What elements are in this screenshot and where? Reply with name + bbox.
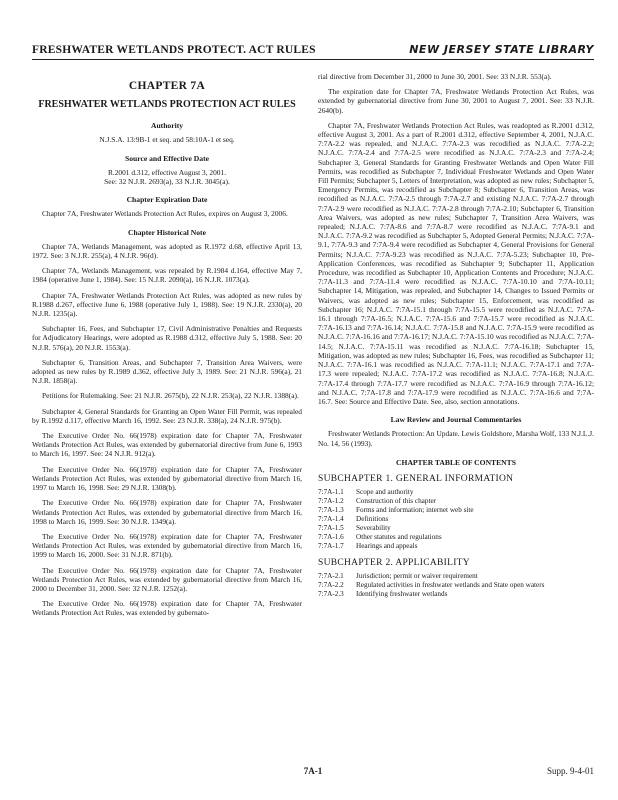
- toc-heading: CHAPTER TABLE OF CONTENTS: [396, 457, 516, 467]
- section-title: Regulated activities in freshwater wetlands and State open waters: [356, 581, 545, 590]
- toc-entry[interactable]: [318, 572, 594, 581]
- section-number: 7:7A-1.5: [318, 524, 344, 533]
- supplement-date: Supp. 9-4-01: [547, 766, 594, 776]
- section-number: 7:7A-1.3: [318, 506, 344, 515]
- history-paragraph: The Executive Order No. 66(1978) expiration date for Chapter 7A, Freshwater Wetlands Protection Act Rules, was extended by gubernatorial directive from March 16, 1999 to March 16, 2000. See: 31 N.J.R. 871(b).: [32, 531, 302, 560]
- toc-entry[interactable]: [318, 533, 594, 542]
- toc-entry[interactable]: [318, 506, 594, 515]
- right-column: [318, 72, 594, 599]
- toc-entry[interactable]: [318, 524, 594, 533]
- history-paragraph: rial directive from December 31, 2000 to June 30, 2001. See: 33 N.J.R. 553(a).: [318, 72, 552, 81]
- toc-entry[interactable]: [318, 488, 594, 497]
- authority-text: N.J.S.A. 13:9B-1 et seq. and 58:10A-1 et seq.: [99, 135, 235, 145]
- section-title: Severability: [356, 524, 391, 533]
- section-number: 7:7A-2.2: [318, 581, 344, 590]
- history-paragraph: Chapter 7A, Freshwater Wetlands Protection Act Rules, was adopted as new rules by R.1988 d.267, effective June 6, 1988 (operative July 1, 1988). See: 19 N.J.R. 2330(a), 20 N.J.R. 1235(a).: [32, 290, 302, 319]
- expiration-text: Chapter 7A, Freshwater Wetlands Protection Act Rules, expires on August 3, 2006.: [42, 209, 288, 219]
- law-review-text: Freshwater Wetlands Protection: An Update. Lewis Goldshore, Marsha Wolf, 133 N.J.L.J. No. 14, 56 (1993).: [318, 429, 594, 448]
- section-number: 7:7A-2.1: [318, 572, 344, 581]
- section-title: Construction of this chapter: [356, 497, 437, 506]
- history-paragraph: The Executive Order No. 66(1978) expiration date for Chapter 7A, Freshwater Wetlands Protection Act Rules, was extended by gubernatorial directive from March 16, 1998 to March 16, 1999. See: 30 N.J.R. 1349(a).: [32, 498, 302, 526]
- toc-entry[interactable]: [318, 515, 594, 524]
- history-paragraph: Subchapter 4, General Standards for Granting an Open Water Fill Permit, was repealed by R.1992 d.117, effective March 16, 1992. See: 23 N.J.R. 338(a), 24 N.J.R. 975(b).: [32, 406, 302, 425]
- source-heading: Source and Effective Date: [124, 153, 209, 163]
- running-header-title: FRESHWATER WETLANDS PROTECT. ACT RULES: [32, 44, 316, 56]
- section-number: 7:7A-1.6: [318, 533, 344, 542]
- history-paragraph: Petitions for Rulemaking. See: 21 N.J.R. 2675(b), 22 N.J.R. 253(a), 22 N.J.R. 1388(a).: [42, 391, 299, 401]
- law-review-heading: Law Review and Journal Commentaries: [390, 415, 522, 425]
- expiration-heading: Chapter Expiration Date: [126, 195, 208, 205]
- section-title: Forms and information; internet web site: [356, 506, 474, 515]
- history-paragraph: The expiration date for Chapter 7A, Freshwater Wetlands Protection Act Rules, was extended by gubernatorial directive from June 30, 2001 to August 7, 2001. See: 33 N.J.R. 2640(b).: [318, 87, 594, 115]
- section-number: 7:7A-2.3: [318, 590, 344, 599]
- left-column: [32, 72, 302, 624]
- history-paragraph: The Executive Order No. 66(1978) expiration date for Chapter 7A, Freshwater Wetlands Protection Act Rules, was extended by gubernatorial directive from March 16, 1997 to March 16, 1998. See: 29 N.J.R. 1308(b).: [32, 464, 302, 493]
- section-title: Definitions: [356, 515, 389, 524]
- subchapter-heading: SUBCHAPTER 1. GENERAL INFORMATION: [318, 473, 514, 484]
- library-stamp: NEW JERSEY STATE LIBRARY: [409, 43, 594, 56]
- section-title: Identifying freshwater wetlands: [356, 590, 448, 599]
- section-number: 7:7A-1.1: [318, 488, 344, 497]
- subchapter-heading: SUBCHAPTER 2. APPLICABILITY: [318, 558, 470, 569]
- section-title: Other statutes and regulations: [356, 533, 442, 542]
- toc-entry[interactable]: [318, 581, 594, 590]
- history-paragraph: Chapter 7A, Freshwater Wetlands Protection Act Rules, was readopted as R.2001 d.312, effective August 3, 2001. As a part of R.2001 d.312, effective September 4, 2001, N.J.A.C. 7:7A-2.2 was repealed, and N.J.A.C. 7:7A-2.3 was recodified as N.J.A.C. 7:7A-2.2; N.J.A.C. 7:7A-2.4 and 7:7A-2.5 were recodified as N.J.A.C. 7:7A-2.3 and 7:7A-2.4; Subchapter 3, General Standards for Granting Freshwater Wetlands and Open Water Fill Permits, was recodified as Subchapter 7, Individual Freshwater Wetlands and Open Water Fill Permits; Subchapter 5, Letters of Interpretation, was adopted as new rules; Subchapter 5, Emergency Permits, was recodified as Subchapter 8; Subchapter 6, Transition Areas, was recodified as N.J.A.C. 7:7A-2.5 through 7:7A-2.7 and existing N.J.A.C. 7:7A-2.7 through 7:7A-2.9 were recodified as N.J.A.C. 7:7A-2.8 through 7:7A-2.10; Subchapter 6, Transition Area Waivers, was adopted as new rules; Subchapter 7, Transition Area Waivers, was repealed; N.J.A.C. 7:7A-8.6 and 7:7A-8.7 were recodified as N.J.A.C. 7:7A-9.1 and N.J.A.C. 7:7A-9.2 was recodified as Subchapter 5, Adopted General Permits; N.J.A.C. 7:7A-9.1, 7:7A-9.3 and 7:7A-9.4 were recodified as Subchapter 4, General Provisions for General Permits; N.J.A.C. 7:7A-9.23 was recodified as N.J.A.C. 7:7A-5.23; Subchapter 10, Pre-Application Conferences, was recodified as Subchapter 9; Subchapter 11, Application Procedure, was recodified as Subchapter 10, Application Contents and Procedure; N.J.A.C. 7:7A-11.3 and 7:7A-11.4 were recodified as N.J.A.C. 7:7A-10.10 and 7:7A-10.11; Subchapter 14, Mitigation, was repealed, and Subchapter 14, Changes to Issued Permits or Waivers, was adopted as new rules; Subchapter 15, Enforcement, was recodified as Subchapter 16; N.J.A.C. 7:7A-15.1 through 7:7A-15.5 were recodified as N.J.A.C. 7:7A-16.1 through 7:7A-16.5; N.J.A.C. 7:7A-15.6 and 7:7A-15.7 were recodified as N.J.A.C. 7:7A-16.13 and 7:7A-16.14; N.J.A.C. 7:7A-15.8 and N.J.A.C. 7:7A-15.9 were recodified as N.J.A.C. 7:7A-16.16 and 7:7A-16.17; N.J.A.C. 7:7A-15.10 was recodified as N.J.A.C. 7:7A-14.5; N.J.A.C. 7:7A-15.11 was recodified as N.J.A.C. 7:7A-16.18; Subchapter 15, Mitigation, was adopted as new rules; Subchapter 16, Fees, was recodified as Subchapter 11; N.J.A.C. 7:7A-16.1 was recodified as N.J.A.C. 7:7A-11.1; N.J.A.C. 7:7A-17.1 and 7:7A-17.3 were repealed; N.J.A.C. 7:7A-17.2 was recodified as N.J.A.C. 7:7A-16.8; N.J.A.C. 7:7A-17.4 through 7:7A-17.7 were recodified as N.J.A.C. 7:7A-16.9 through 7:7A-16.12; and N.J.A.C. 7:7A-17.8 and 7:7A-17.9 were recodified as N.J.A.C. 7:7A-16.6 and 7:7A-16.7. See: Source and Effective Date. See, also, section annotations.: [318, 120, 594, 406]
- section-number: 7:7A-1.7: [318, 542, 344, 551]
- toc-entry[interactable]: [318, 542, 594, 551]
- history-paragraph: The Executive Order No. 66(1978) expiration date for Chapter 7A, Freshwater Wetlands Protection Act Rules, was extended by gubernatorial directive from March 16, 2000 to December 31, 2000. See: 32 N.J.R. 1252(a).: [32, 565, 302, 593]
- history-paragraph: Chapter 7A, Wetlands Management, was repealed by R.1984 d.164, effective May 7, 1984 (operative June 1, 1984). See: 15 N.J.R. 2090(a), 16 N.J.R. 1073(a).: [32, 266, 302, 285]
- page-number: 7A-1: [303, 766, 323, 776]
- history-paragraph: The Executive Order No. 66(1978) expiration date for Chapter 7A, Freshwater Wetlands Protection Act Rules, was extended by gubernatorial directive from June 6, 1993 to March 16, 1997. See: 24 N.J.R. 912(a).: [32, 431, 302, 459]
- toc-entry[interactable]: [318, 590, 594, 599]
- running-header: [32, 30, 594, 60]
- section-title: Jurisdiction; permit or waiver requirement: [356, 572, 478, 581]
- source-line-2: See: 32 N.J.R. 2693(a), 33 N.J.R. 3045(a).: [104, 177, 230, 187]
- history-paragraph: Subchapter 6, Transition Areas, and Subchapter 7, Transition Area Waivers, were adopted as new rules by R.1989 d.362, effective July 3, 1989. See: 21 N.J.R. 596(a), 21 N.J.R. 1858(a).: [32, 357, 302, 386]
- history-paragraph: Subchapter 16, Fees, and Subchapter 17, Civil Administrative Penalties and Requests for Adjudicatory Hearings, were adopted as R.1988 d.312, effective July 5, 1988. See: 20 N.J.R. 576(a), 20 N.J.R. 1553(a).: [32, 324, 302, 352]
- chapter-number: CHAPTER 7A: [128, 80, 206, 92]
- section-number: 7:7A-1.2: [318, 497, 344, 506]
- section-title: Scope and authority: [356, 488, 414, 497]
- chapter-title: FRESHWATER WETLANDS PROTECTION ACT RULES: [38, 99, 296, 111]
- history-heading: Chapter Historical Note: [128, 227, 206, 237]
- toc-entry[interactable]: [318, 497, 594, 506]
- section-title: Hearings and appeals: [356, 542, 418, 551]
- history-paragraph: The Executive Order No. 66(1978) expiration date for Chapter 7A, Freshwater Wetlands Protection Act Rules, was extended by gubernato-: [32, 599, 302, 618]
- section-number: 7:7A-1.4: [318, 515, 344, 524]
- source-line-1: R.2001 d.312, effective August 3, 2001.: [107, 167, 227, 177]
- authority-heading: Authority: [150, 121, 184, 131]
- history-paragraph: Chapter 7A, Wetlands Management, was adopted as R.1972 d.68, effective April 13, 1972. See: 3 N.J.R. 255(a), 4 N.J.R. 96(d).: [32, 241, 302, 261]
